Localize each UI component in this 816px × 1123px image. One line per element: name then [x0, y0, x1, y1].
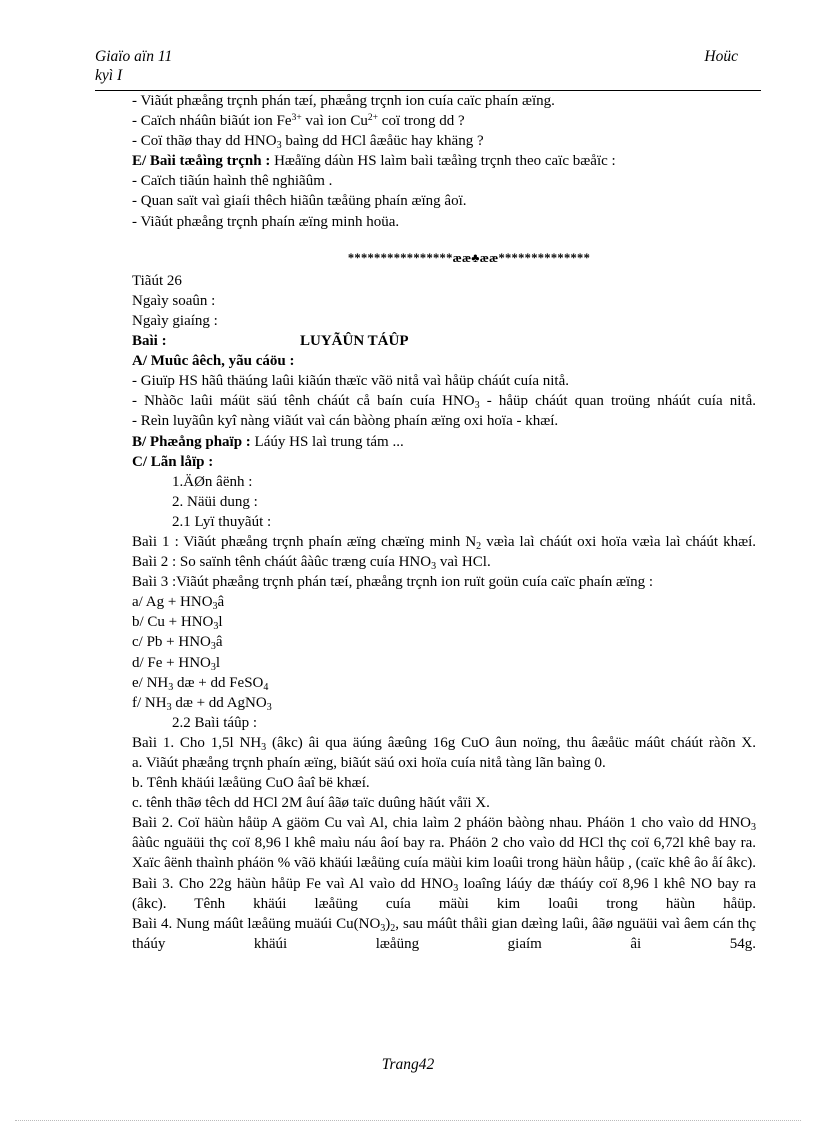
section-e-heading: E/ Baìi tæåìng trçnh : [132, 153, 271, 170]
page-number: Trang42 [381, 1056, 435, 1073]
exercises-heading: 2.2 Baìi táûp : [172, 714, 257, 731]
header-left-line2: kyì I [95, 67, 123, 84]
lesson-title-row [132, 331, 756, 351]
line: - Caïch tiãún haình thê nghiãûm . [132, 173, 333, 190]
paragraph: Baìi 3. Cho 22g häùn håüp Fe vaì Al vaìo dd $HNO_3$ loaîng láúy dæ tháúy coï 8,96 l khê NO bay ra (âkc). Tênh khäúi læåüng cuía mäùi kim loaûi trong häùn håüp. [132, 875, 757, 912]
line: - Coï thãø thay dd $HNO_3$ baìng dd HCl âæåüc hay khäng ? [132, 133, 484, 152]
lesson-title: LUYÃÛN TÁÛP [300, 333, 409, 350]
line: E/ Baìi tæåìng trçnh : Hæåïng dáùn HS laìm baìi tæåìng trçnh theo caïc bæåïc : [132, 153, 616, 170]
paragraph: - Nhàõc laûi máüt säú tênh cháút cå baín cuía $HNO_3$ - håüp cháút quan troüng nháút cuía nitå. [132, 393, 756, 412]
paragraph: Baìi 1. Cho 1,5l $NH_3$ (âkc) âi qua äúng âæûng 16g CuO âun noïng, thu âæåüc máût cháút ràõn X. [132, 734, 756, 753]
line: - Quan saït vaì giaíi thêch hiãûn tæåüng phaín æïng âoï. [132, 193, 467, 210]
header-left-line1: Giaïo aïn 11 [95, 48, 173, 65]
reaction: f/ $NH_3$ dæ + dd AgNO$_3$ [132, 694, 272, 713]
teaching-date: Ngaìy giaíng : [132, 312, 218, 329]
page-bottom-border [15, 1120, 801, 1121]
line: Baìi 3 :Viãút phæång trçnh phán tæí, phæång trçnh ion ruït goün cuía caïc phaín æïng : [132, 574, 654, 591]
line: c. tênh thãø têch dd HCl 2M âuí âãø taïc duûng hãút våïi X. [132, 795, 490, 812]
line: 2. Näüi dung : [172, 493, 258, 510]
lesson-number: Tiãút 26 [132, 272, 182, 289]
line: a. Viãút phæång trçnh phaín æïng, biãút säú oxi hoïa cuía nitå tàng lãn baìng 0. [132, 755, 606, 771]
reaction: e/ $NH_3$ dæ + dd FeSO$_4$ [132, 674, 269, 693]
section-a-heading: A/ Muûc âêch, yãu cáöu : [132, 353, 295, 370]
prepared-date: Ngaìy soaûn : [132, 292, 216, 309]
lesson-label: Baìi : [132, 333, 167, 350]
line: - Viãút phæång trçnh phaín æïng minh hoüa. [132, 213, 400, 230]
section-c-heading: C/ Lãn låïp : [132, 453, 214, 470]
paragraph: Baìi 2. Coï häùn håüp A gäöm Cu vaì Al, chia laìm 2 pháön bàòng nhau. Pháön 1 cho vaìo dd $HNO_3$ âàûc nguäüi thç coï 8,96 l khê maìu náu âoí bay ra. Pháön 2 cho vaìo dd HCl thç coï 6,72l khê bay ra. Xaïc âënh thaình pháön % vãö khäúi læåüng cuía mäùi kim loaûi trong häùn håüp , (caïc khê âo åí âkc). [132, 815, 756, 872]
line: - Giuïp HS hãû thäúng laûi kiãún thæïc vãö nitå vaì håüp cháút cuía nitå. [132, 373, 569, 390]
line: Baìi 2 : So saïnh tênh cháút âàûc træng cuía $HNO_3$ vaì HCl. [132, 554, 491, 573]
reaction: b/ $Cu + HNO_3l$ [132, 614, 223, 633]
line: - Viãút phæång trçnh phán tæí, phæång trçnh ion cuía caïc phaín æïng. [132, 93, 555, 109]
reaction: d/ $Fe + HNO_3l$ [132, 654, 221, 673]
document-body [132, 91, 756, 954]
reaction: a/ $Ag + HNO_3â$ [132, 594, 225, 613]
section-b-heading: B/ Phæång phaïp : [132, 433, 251, 450]
line: B/ Phæång phaïp : Láúy HS laì trung tám ... [132, 433, 404, 450]
paragraph: Baìi 4. Nung máût læåüng muäúi $Cu(NO_3)_2$, sau máût thåìi gian dæìng laûi, âãø nguäüi vaì âem cán thç tháúy khäúi læåüng giaím âi 54g. [132, 915, 756, 952]
line: - Reìn luyãûn kyî nàng viãút vaì cán bàòng phaín æïng oxi hoïa - khæí. [132, 413, 559, 430]
line: b. Tênh khäúi læåüng CuO âaî bë khæí. [132, 775, 370, 792]
paragraph: Baìi 1 : Viãút phæång trçnh phaín æïng chæïng minh $N_2$ væìa laì cháút oxi hoïa væìa laì cháút khæí. [132, 533, 757, 552]
line: 1.ÄØn âënh : [172, 473, 253, 490]
reaction: c/ $Pb + HNO_3â$ [132, 634, 223, 653]
line: 2.1 Lyï thuyãút : [172, 513, 272, 530]
header-right: Hoüc [704, 48, 738, 65]
section-divider: ****************ææ♣ææ************** [347, 250, 591, 265]
line: - Caïch nháûn biãút ion $Fe^{3+}$ vaì ion $Cu^{2+}$ coï trong dd ? [132, 113, 465, 130]
